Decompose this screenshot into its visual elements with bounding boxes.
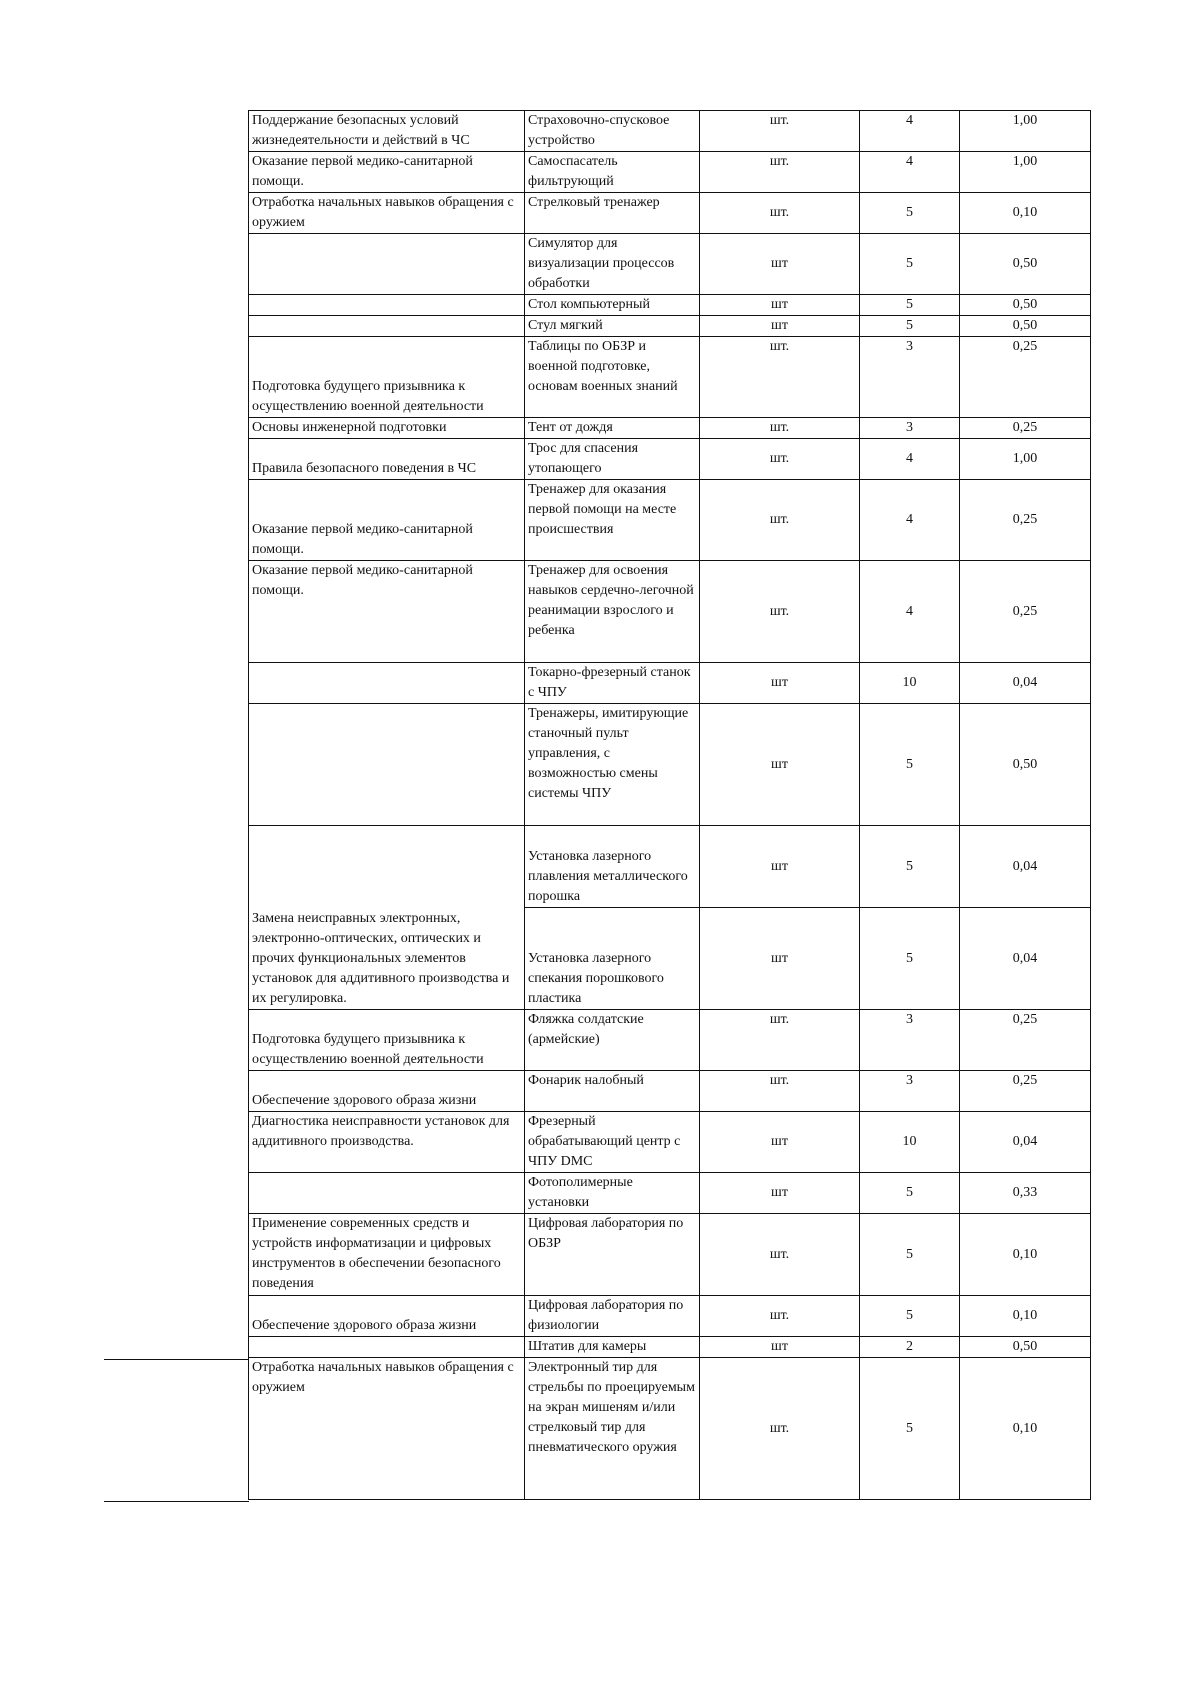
quantity-cell: 3 [860,337,960,418]
coefficient-cell: 0,25 [960,480,1091,561]
equipment-cell: Установка лазерного плавления металлического порошка [525,826,700,908]
function-cell [249,1173,525,1214]
unit-cell: шт [700,1337,860,1358]
quantity-cell: 4 [860,561,960,663]
unit-cell: шт [700,826,860,908]
unit-cell: шт [700,704,860,826]
equipment-cell: Страховочно-спусковое устройство [525,111,700,152]
unit-cell: шт. [700,1358,860,1500]
unit-cell: шт. [700,1010,860,1071]
unit-cell: шт [700,316,860,337]
function-cell: Обеспечение здорового образа жизни [249,1071,525,1112]
coefficient-cell: 0,10 [960,1296,1091,1337]
unit-cell: шт. [700,439,860,480]
quantity-cell: 5 [860,316,960,337]
quantity-cell: 4 [860,111,960,152]
unit-cell: шт. [700,1296,860,1337]
quantity-cell: 5 [860,1358,960,1500]
function-cell: Оказание первой медико-санитарной помощи. [249,152,525,193]
coefficient-cell: 0,10 [960,1358,1091,1500]
function-cell: Оказание первой медико-санитарной помощи. [249,561,525,663]
table-row [249,1296,1091,1337]
quantity-cell: 2 [860,1337,960,1358]
coefficient-cell: 0,04 [960,908,1091,1010]
equipment-cell: Штатив для камеры [525,1337,700,1358]
quantity-cell: 4 [860,480,960,561]
quantity-cell: 10 [860,1112,960,1173]
equipment-cell: Тренажер для освоения навыков сердечно-легочной реанимации взрослого и ребенка [525,561,700,663]
table-row [249,1214,1091,1296]
coefficient-cell: 0,50 [960,295,1091,316]
unit-cell: шт [700,908,860,1010]
table-row [249,1071,1091,1112]
equipment-cell: Фрезерный обрабатывающий центр с ЧПУ DMC [525,1112,700,1173]
table-row [249,663,1091,704]
unit-cell: шт. [700,561,860,663]
table-row [249,316,1091,337]
function-cell: Диагностика неисправности установок для аддитивного производства. [249,1112,525,1173]
unit-cell: шт. [700,1214,860,1296]
function-cell: Обеспечение здорового образа жизни [249,1296,525,1337]
unit-cell: шт. [700,111,860,152]
equipment-cell: Электронный тир для стрельбы по проецируемым на экран мишеням и/или стрелковый тир для пневматического оружия [525,1358,700,1500]
equipment-cell: Цифровая лаборатория по ОБЗР [525,1214,700,1296]
coefficient-cell: 0,04 [960,826,1091,908]
equipment-cell: Фляжка солдатские (армейские) [525,1010,700,1071]
quantity-cell: 5 [860,295,960,316]
quantity-cell: 5 [860,1296,960,1337]
coefficient-cell: 0,10 [960,193,1091,234]
function-cell [249,1337,525,1358]
equipment-cell: Симулятор для визуализации процессов обработки [525,234,700,295]
quantity-cell: 3 [860,1010,960,1071]
coefficient-cell: 0,25 [960,418,1091,439]
table-row [249,193,1091,234]
coefficient-cell: 0,04 [960,1112,1091,1173]
equipment-cell: Токарно-фрезерный станок с ЧПУ [525,663,700,704]
table-row [249,1010,1091,1071]
table-row [249,439,1091,480]
coefficient-cell: 0,33 [960,1173,1091,1214]
equipment-cell: Тренажеры, имитирующие станочный пульт управления, с возможностью смены системы ЧПУ [525,704,700,826]
quantity-cell: 5 [860,234,960,295]
table-row [249,295,1091,316]
unit-cell: шт [700,295,860,316]
coefficient-cell: 0,25 [960,1010,1091,1071]
table-row [249,1337,1091,1358]
quantity-cell: 4 [860,439,960,480]
equipment-cell: Стол компьютерный [525,295,700,316]
unit-cell: шт [700,234,860,295]
coefficient-cell: 1,00 [960,439,1091,480]
coefficient-cell: 0,04 [960,663,1091,704]
equipment-cell: Фонарик налобный [525,1071,700,1112]
coefficient-cell: 1,00 [960,111,1091,152]
table-row [249,1358,1091,1500]
quantity-cell: 10 [860,663,960,704]
table-row [249,337,1091,418]
unit-cell: шт [700,663,860,704]
quantity-cell: 5 [860,704,960,826]
quantity-cell: 3 [860,1071,960,1112]
coefficient-cell: 0,50 [960,234,1091,295]
function-cell: Применение современных средств и устройств информатизации и цифровых инструментов в обеспечении безопасного поведения [249,1214,525,1296]
quantity-cell: 5 [860,908,960,1010]
table-row [249,418,1091,439]
quantity-cell: 5 [860,1173,960,1214]
unit-cell: шт. [700,337,860,418]
equipment-cell: Стул мягкий [525,316,700,337]
equipment-cell: Самоспасатель фильтрующий [525,152,700,193]
equipment-cell: Таблицы по ОБЗР и военной подготовке, основам военных знаний [525,337,700,418]
equipment-cell: Стрелковый тренажер [525,193,700,234]
unit-cell: шт. [700,1071,860,1112]
equipment-cell: Установка лазерного спекания порошкового пластика [525,908,700,1010]
coefficient-cell: 0,10 [960,1214,1091,1296]
function-cell [249,234,525,295]
equipment-cell: Фотополимерные установки [525,1173,700,1214]
table-row [249,1173,1091,1214]
function-cell: Подготовка будущего призывника к осуществлению военной деятельности [249,337,525,418]
unit-cell: шт [700,1112,860,1173]
coefficient-cell: 0,50 [960,704,1091,826]
coefficient-cell: 0,25 [960,1071,1091,1112]
function-cell [249,704,525,826]
quantity-cell: 4 [860,152,960,193]
table-row [249,480,1091,561]
function-cell [249,663,525,704]
unit-cell: шт [700,1173,860,1214]
table-row [249,152,1091,193]
unit-cell: шт. [700,152,860,193]
function-cell: Отработка начальных навыков обращения с оружием [249,1358,525,1500]
equipment-cell: Цифровая лаборатория по физиологии [525,1296,700,1337]
function-cell: Поддержание безопасных условий жизнедеятельности и действий в ЧС [249,111,525,152]
equipment-table [248,110,1091,1500]
quantity-cell: 5 [860,1214,960,1296]
coefficient-cell: 0,25 [960,561,1091,663]
function-cell: Основы инженерной подготовки [249,418,525,439]
table-row [249,1112,1091,1173]
function-cell [249,316,525,337]
function-cell: Оказание первой медико-санитарной помощи. [249,480,525,561]
coefficient-cell: 0,50 [960,1337,1091,1358]
table-row [249,704,1091,826]
table-row [249,234,1091,295]
coefficient-cell: 0,25 [960,337,1091,418]
equipment-cell: Тренажер для оказания первой помощи на месте происшествия [525,480,700,561]
quantity-cell: 5 [860,193,960,234]
table-row [249,111,1091,152]
table-row [249,561,1091,663]
equipment-cell: Трос для спасения утопающего [525,439,700,480]
margin-rule-bottom [104,1501,249,1502]
quantity-cell: 5 [860,826,960,908]
function-cell: Отработка начальных навыков обращения с оружием [249,193,525,234]
function-cell: Правила безопасного поведения в ЧС [249,439,525,480]
coefficient-cell: 1,00 [960,152,1091,193]
unit-cell: шт. [700,418,860,439]
unit-cell: шт. [700,480,860,561]
quantity-cell: 3 [860,418,960,439]
table-row [249,826,1091,908]
margin-rule-top [104,1359,249,1360]
coefficient-cell: 0,50 [960,316,1091,337]
function-cell [249,295,525,316]
equipment-cell: Тент от дождя [525,418,700,439]
unit-cell: шт. [700,193,860,234]
function-cell: Подготовка будущего призывника к осуществлению военной деятельности [249,1010,525,1071]
function-cell: Замена неисправных электронных, электронно-оптических, оптических и прочих функциональных элементов установок для аддитивного производства и их регулировка. [249,826,525,1010]
